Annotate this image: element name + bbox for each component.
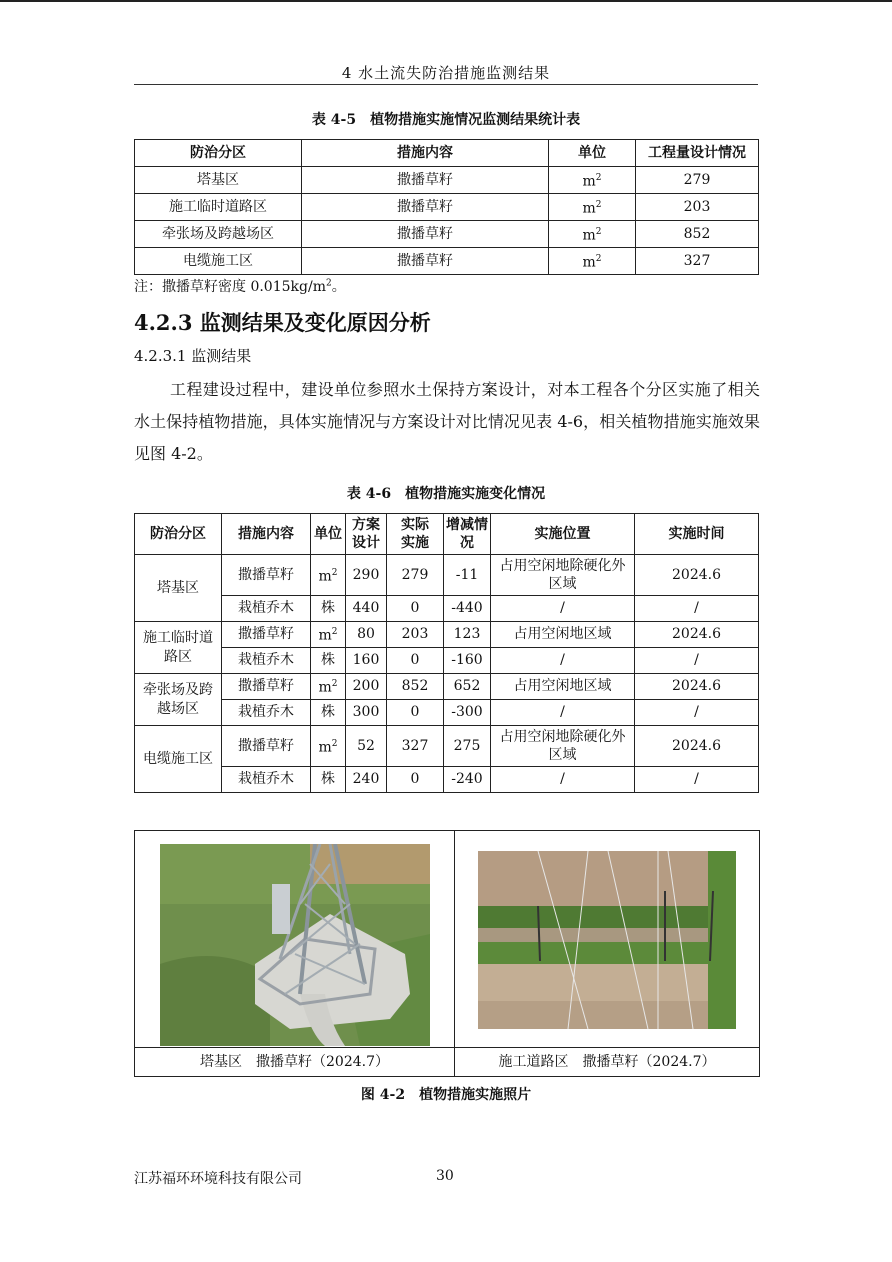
page-header: 4 水土流失防治措施监测结果 (341, 64, 551, 82)
table-cell: / (491, 596, 635, 622)
table-cell: 240 (346, 767, 387, 793)
table-cell: / (635, 700, 759, 726)
zone-name-cell: 牵张场及跨越场区 (135, 674, 222, 726)
table-cell: 撒播草籽 (222, 555, 311, 596)
table-cell: 0 (387, 596, 444, 622)
table-row (135, 194, 759, 221)
table-cell: $m^2$ (549, 167, 636, 194)
table-cell: 占用空闲地除硬化外区域 (491, 555, 635, 596)
tower-base-photo (160, 844, 430, 1046)
table-note: 注：撒播草籽密度 $0.015kg/m^2$。 (134, 278, 346, 295)
table-cell: 123 (444, 622, 491, 648)
table-cell: / (635, 767, 759, 793)
table-cell: 撒播草籽 (302, 221, 549, 248)
table-cell: 290 (346, 555, 387, 596)
table-cell: 200 (346, 674, 387, 700)
table-cell: 440 (346, 596, 387, 622)
table-header: 单位 (311, 514, 346, 555)
table-cell: 2024.6 (635, 674, 759, 700)
table-cell: 栽植乔木 (222, 700, 311, 726)
table-cell: 279 (387, 555, 444, 596)
table-cell: 占用空闲地区域 (491, 622, 635, 648)
table-cell: 株 (311, 700, 346, 726)
section-heading: 4.2.3 监测结果及变化原因分析 (134, 310, 431, 335)
table-cell: $m^2$ (311, 726, 346, 767)
table-row (135, 726, 759, 767)
table-cell: 0 (387, 767, 444, 793)
table-cell: 占用空闲地区域 (491, 674, 635, 700)
table-header: 工程量设计情况 (636, 140, 759, 167)
table-cell: 牵张场及跨越场区 (135, 221, 302, 248)
table-cell: / (635, 596, 759, 622)
table-row (135, 674, 759, 700)
photo-caption-left: 塔基区 撒播草籽（2024.7） (200, 1054, 389, 1070)
table-4-5 (134, 139, 759, 275)
figure-caption: 图 4-2 植物措施实施照片 (360, 1087, 532, 1103)
table-cell: 279 (636, 167, 759, 194)
photo-caption-right: 施工道路区 撒播草籽（2024.7） (498, 1054, 716, 1070)
footer-company: 江苏福环环境科技有限公司 (134, 1171, 302, 1187)
table-row (135, 700, 759, 726)
zone-name-cell: 施工临时道路区 (135, 622, 222, 674)
table-cell: 占用空闲地除硬化外区域 (491, 726, 635, 767)
table-header: 措施内容 (302, 140, 549, 167)
table-cell: 株 (311, 648, 346, 674)
table-cell: 2024.6 (635, 726, 759, 767)
table-cell: 撒播草籽 (302, 248, 549, 275)
table-cell: 撒播草籽 (222, 674, 311, 700)
table-cell: $m^2$ (311, 555, 346, 596)
table-cell: 203 (636, 194, 759, 221)
table-header: 实际实施 (387, 514, 444, 555)
table-cell: 2024.6 (635, 555, 759, 596)
table-cell: -440 (444, 596, 491, 622)
table-cell: 电缆施工区 (135, 248, 302, 275)
table-cell: 株 (311, 596, 346, 622)
table-cell: -160 (444, 648, 491, 674)
body-paragraph: 工程建设过程中，建设单位参照水土保持方案设计，对本工程各个分区实施了相关水土保持植物措施，具体实施情况与方案设计对比情况见表 4-6，相关植物措施实施效果见图 4-2。 (134, 380, 760, 463)
table-cell: 栽植乔木 (222, 596, 311, 622)
table-cell: 株 (311, 767, 346, 793)
table-cell: 160 (346, 648, 387, 674)
table-4-5-caption: 表 4-5 植物措施实施情况监测结果统计表 (311, 112, 581, 128)
table-cell: 0 (387, 648, 444, 674)
table-cell: 275 (444, 726, 491, 767)
table-cell: 撒播草籽 (222, 622, 311, 648)
table-header: 单位 (549, 140, 636, 167)
table-cell: 203 (387, 622, 444, 648)
table-cell: / (491, 700, 635, 726)
table-cell: 852 (636, 221, 759, 248)
table-row (135, 622, 759, 648)
table-cell: 327 (387, 726, 444, 767)
page-number: 30 (436, 1168, 454, 1184)
table-4-6 (134, 513, 759, 793)
table-cell: 852 (387, 674, 444, 700)
table-cell: 撒播草籽 (302, 167, 549, 194)
table-cell: 撒播草籽 (222, 726, 311, 767)
zone-name-cell: 塔基区 (135, 555, 222, 622)
table-cell: $m^2$ (311, 622, 346, 648)
photo-divider (454, 831, 455, 1076)
zone-name-cell: 电缆施工区 (135, 726, 222, 793)
table-header: 实施时间 (635, 514, 759, 555)
table-cell: -240 (444, 767, 491, 793)
table-cell: 0 (387, 700, 444, 726)
table-cell: 80 (346, 622, 387, 648)
table-cell: 2024.6 (635, 622, 759, 648)
table-cell: $m^2$ (549, 221, 636, 248)
table-cell: 塔基区 (135, 167, 302, 194)
table-header: 防治分区 (135, 514, 222, 555)
table-4-6-caption: 表 4-6 植物措施实施变化情况 (346, 486, 546, 502)
table-row (135, 648, 759, 674)
road-area-photo (478, 851, 736, 1029)
photo-figure (134, 830, 760, 1077)
table-cell: / (491, 648, 635, 674)
table-cell: -300 (444, 700, 491, 726)
table-row (135, 221, 759, 248)
subsection-heading: 4.2.3.1 监测结果 (134, 347, 252, 365)
table-header: 措施内容 (222, 514, 311, 555)
table-header: 增减情况 (444, 514, 491, 555)
table-cell: 327 (636, 248, 759, 275)
table-cell: / (635, 648, 759, 674)
table-cell: 撒播草籽 (302, 194, 549, 221)
photo-caption-divider (135, 1047, 759, 1048)
table-cell: / (491, 767, 635, 793)
table-cell: 300 (346, 700, 387, 726)
table-cell: 栽植乔木 (222, 767, 311, 793)
table-row (135, 596, 759, 622)
table-row (135, 555, 759, 596)
table-cell: $m^2$ (549, 248, 636, 275)
table-cell: 栽植乔木 (222, 648, 311, 674)
table-cell: 52 (346, 726, 387, 767)
header-divider (134, 84, 758, 85)
table-header: 方案设计 (346, 514, 387, 555)
table-row (135, 167, 759, 194)
table-cell: $m^2$ (549, 194, 636, 221)
page-top-border (0, 0, 892, 2)
table-cell: $m^2$ (311, 674, 346, 700)
table-cell: -11 (444, 555, 491, 596)
table-row (135, 248, 759, 275)
table-cell: 652 (444, 674, 491, 700)
table-header: 实施位置 (491, 514, 635, 555)
table-row (135, 767, 759, 793)
table-cell: 施工临时道路区 (135, 194, 302, 221)
table-header: 防治分区 (135, 140, 302, 167)
